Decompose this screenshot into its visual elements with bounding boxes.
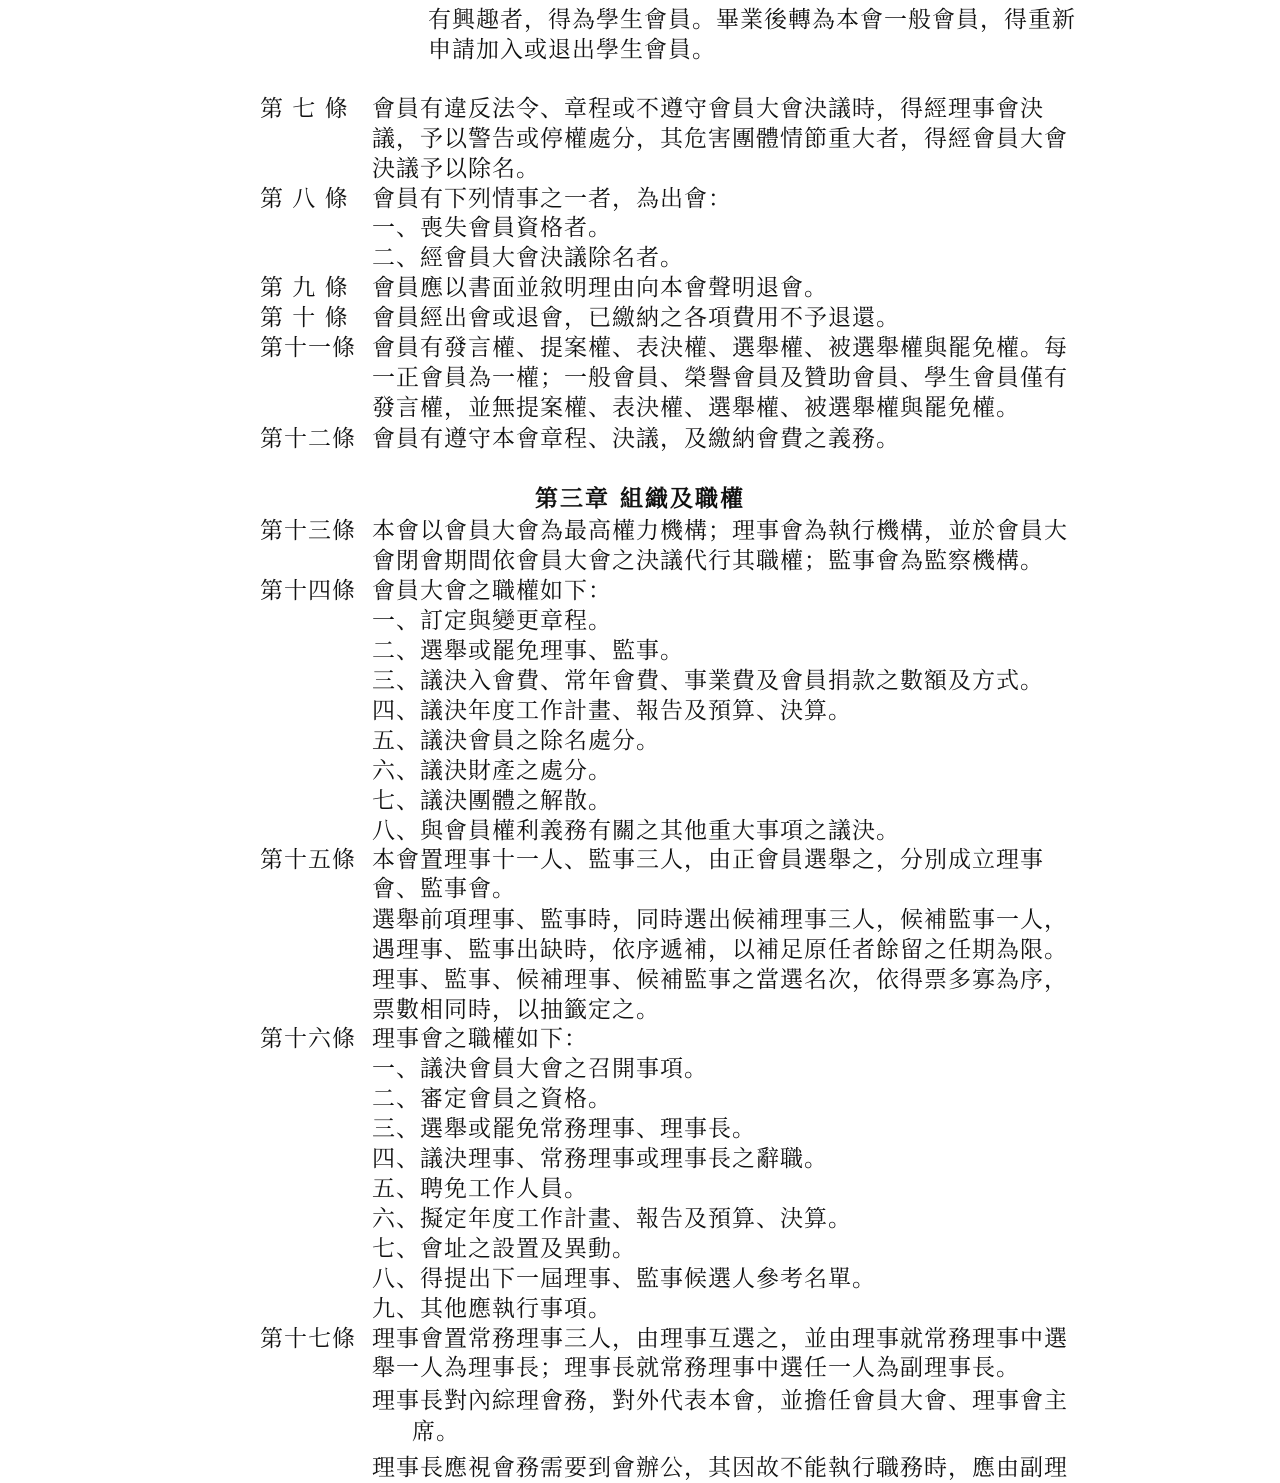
article-number: 第十二條 [260,426,356,452]
list-item: 八、與會員權利義務有關之其他重大事項之議決。 [372,818,900,844]
text-line: 本會置理事十一人、監事三人，由正會員選舉之，分別成立理事 [372,847,1044,873]
list-item: 七、會址之設置及異動。 [372,1236,636,1262]
text-line: 選舉前項理事、監事時，同時選出候補理事三人，候補監事一人， [372,907,1068,933]
list-item: 一、議決會員大會之召開事項。 [372,1056,708,1082]
text-line: 會員有違反法令、章程或不遵守會員大會決議時，得經理事會決 [372,96,1044,122]
list-item: 二、經會員大會決議除名者。 [372,245,684,271]
article-number: 第十六條 [260,1026,356,1052]
text-line: 發言權，並無提案權、表決權、選舉權、被選舉權與罷免權。 [372,395,1020,421]
text-line: 有興趣者，得為學生會員。畢業後轉為本會一般會員，得重新 [428,7,1076,33]
list-item: 七、議決團體之解散。 [372,788,612,814]
list-item: 三、選舉或罷免常務理事、理事長。 [372,1116,756,1142]
list-item: 一、訂定與變更章程。 [372,608,612,634]
article-number: 第十四條 [260,578,356,604]
article-number: 第十七條 [260,1326,356,1352]
list-item: 二、審定會員之資格。 [372,1086,612,1112]
text-line: 會閉會期間依會員大會之決議代行其職權；監事會為監察機構。 [372,548,1044,574]
text-line: 遇理事、監事出缺時，依序遞補，以補足原任者餘留之任期為限。 [372,937,1068,963]
list-item: 六、擬定年度工作計畫、報告及預算、決算。 [372,1206,852,1232]
text-line: 會員大會之職權如下： [372,578,612,604]
list-item: 三、議決入會費、常年會費、事業費及會員捐款之數額及方式。 [372,668,1044,694]
article-number: 第十五條 [260,847,356,873]
text-line: 一正會員為一權；一般會員、榮譽會員及贊助會員、學生會員僅有 [372,365,1068,391]
article-number: 第十三條 [260,518,356,544]
article-number: 第 十 條 [260,305,349,331]
list-item: 五、議決會員之除名處分。 [372,728,660,754]
text-line: 會員應以書面並敘明理由向本會聲明退會。 [372,275,828,301]
text-line: 理事會之職權如下： [372,1026,588,1052]
list-item: 九、其他應執行事項。 [372,1296,612,1322]
text-line: 議，予以警告或停權處分，其危害團體情節重大者，得經會員大會 [372,126,1068,152]
article-number: 第 七 條 [260,96,349,122]
list-item: 一、喪失會員資格者。 [372,215,612,241]
text-line: 理事、監事、候補理事、候補監事之當選名次，依得票多寡為序， [372,967,1068,993]
text-line: 舉一人為理事長；理事長就常務理事中選任一人為副理事長。 [372,1355,1020,1381]
text-line: 會員有發言權、提案權、表決權、選舉權、被選舉權與罷免權。每 [372,335,1068,361]
text-line: 理事會置常務理事三人，由理事互選之，並由理事就常務理事中選 [372,1326,1068,1352]
text-line: 申請加入或退出學生會員。 [428,37,716,63]
text-line: 會、監事會。 [372,876,516,902]
article-number: 第 八 條 [260,186,349,212]
article-number: 第 九 條 [260,275,349,301]
list-item: 二、選舉或罷免理事、監事。 [372,638,684,664]
list-item: 四、議決理事、常務理事或理事長之辭職。 [372,1146,828,1172]
list-item: 八、得提出下一屆理事、監事候選人參考名單。 [372,1266,876,1292]
list-item: 六、議決財產之處分。 [372,758,612,784]
text-line: 票數相同時，以抽籤定之。 [372,997,660,1023]
chapter-heading: 第三章 組織及職權 [534,485,745,512]
article-number: 第十一條 [260,335,356,361]
text-line: 會員經出會或退會，已繳納之各項費用不予退還。 [372,305,900,331]
text-line: 理事長應視會務需要到會辦公，其因故不能執行職務時，應由副理 [372,1455,1068,1481]
text-line: 會員有下列情事之一者，為出會： [372,186,732,212]
text-line: 會員有遵守本會章程、決議，及繳納會費之義務。 [372,426,900,452]
text-line: 理事長對內綜理會務，對外代表本會，並擔任會員大會、理事會主 [372,1388,1068,1414]
list-item: 五、聘免工作人員。 [372,1176,588,1202]
text-line: 席。 [412,1419,460,1445]
list-item: 四、議決年度工作計畫、報告及預算、決算。 [372,698,852,724]
text-line: 本會以會員大會為最高權力機構；理事會為執行機構，並於會員大 [372,518,1068,544]
text-line: 決議予以除名。 [372,156,540,182]
